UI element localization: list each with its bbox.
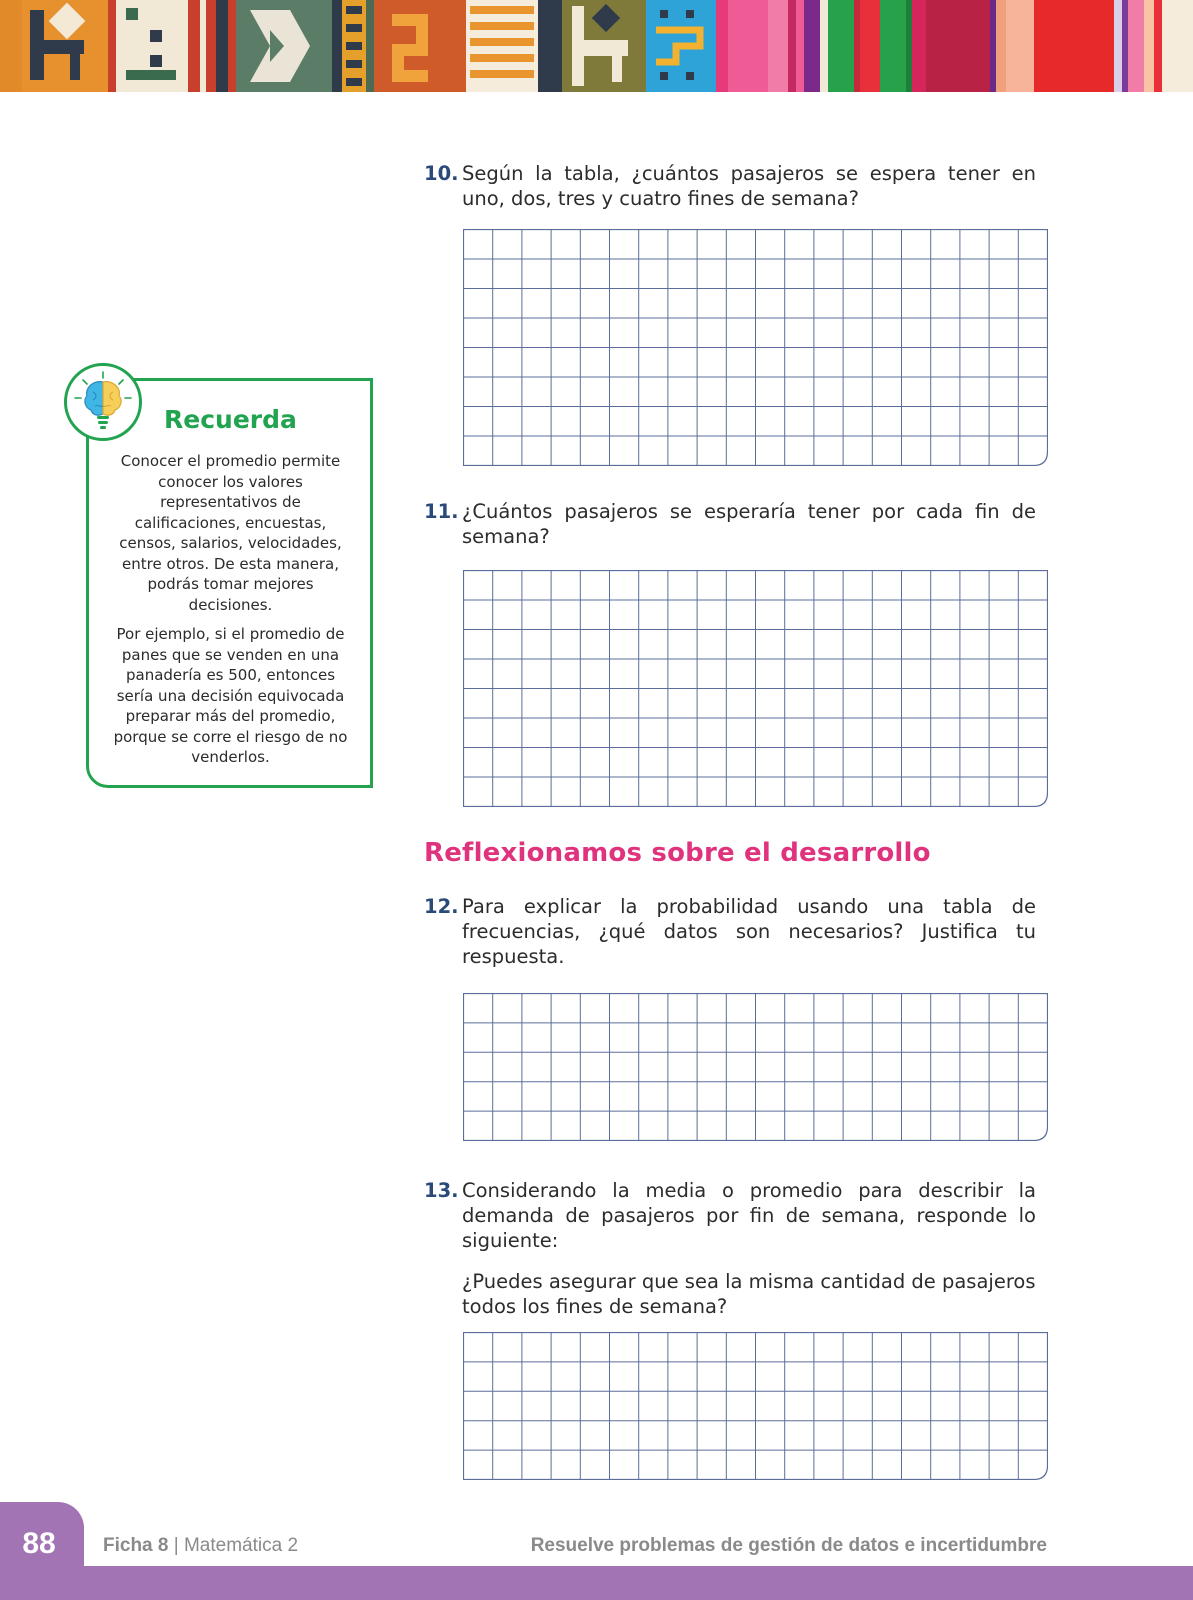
recuerda-title: Recuerda	[164, 405, 297, 434]
question-number: 13.	[424, 1179, 459, 1202]
footer-topic: Resuelve problemas de gestión de datos e incertidumbre	[530, 1535, 1047, 1556]
page-number: 88	[22, 1527, 56, 1560]
question-text: Considerando la media o promedio para describir la demanda de pasajeros por fin de semana, responde lo siguiente:	[462, 1179, 1036, 1252]
recuerda-paragraph-1: Conocer el promedio permite conocer los valores representativos de calificaciones, encuestas, censos, salarios, velocidades, entre otros. De esta manera, podrás tomar mejores decisiones.	[119, 452, 342, 614]
answer-grid-12[interactable]	[463, 993, 1048, 1141]
question-12	[424, 894, 1036, 969]
answer-grid-13[interactable]	[463, 1332, 1048, 1480]
answer-grid-10[interactable]	[463, 229, 1048, 466]
question-text: ¿Cuántos pasajeros se esperaría tener por cada fin de semana?	[462, 500, 1036, 548]
question-text: Para explicar la probabilidad usando una tabla de frecuencias, ¿qué datos son necesarios? Justifica tu respuesta.	[462, 895, 1036, 968]
footer-subject: Matemática 2	[183, 1535, 299, 1556]
question-13	[424, 1178, 1036, 1319]
recuerda-badge	[64, 363, 142, 441]
question-number: 12.	[424, 895, 459, 918]
footer-separator: |	[168, 1535, 184, 1556]
ficha-label: Ficha 8	[103, 1535, 169, 1556]
question-number: 11.	[424, 500, 459, 523]
question-10	[424, 161, 1036, 211]
decorative-textile-banner	[0, 0, 1193, 92]
question-11	[424, 499, 1036, 549]
answer-grid-11[interactable]	[463, 570, 1048, 807]
brain-lightbulb-icon	[67, 366, 139, 438]
question-subtext: ¿Puedes asegurar que sea la misma cantidad de pasajeros todos los fines de semana?	[462, 1270, 1036, 1318]
footer-ficha-label	[103, 1535, 298, 1557]
footer-band	[0, 1566, 1193, 1600]
question-number: 10.	[424, 162, 459, 185]
section-title: Reflexionamos sobre el desarrollo	[424, 838, 931, 868]
recuerda-paragraph-2: Por ejemplo, si el promedio de panes que se venden en una panadería es 500, entonces sería una decisión equivocada preparar más del promedio, porque se corre el riesgo de no venderlos.	[113, 625, 348, 766]
question-text: Según la tabla, ¿cuántos pasajeros se espera tener en uno, dos, tres y cuatro fines de semana?	[462, 162, 1036, 210]
